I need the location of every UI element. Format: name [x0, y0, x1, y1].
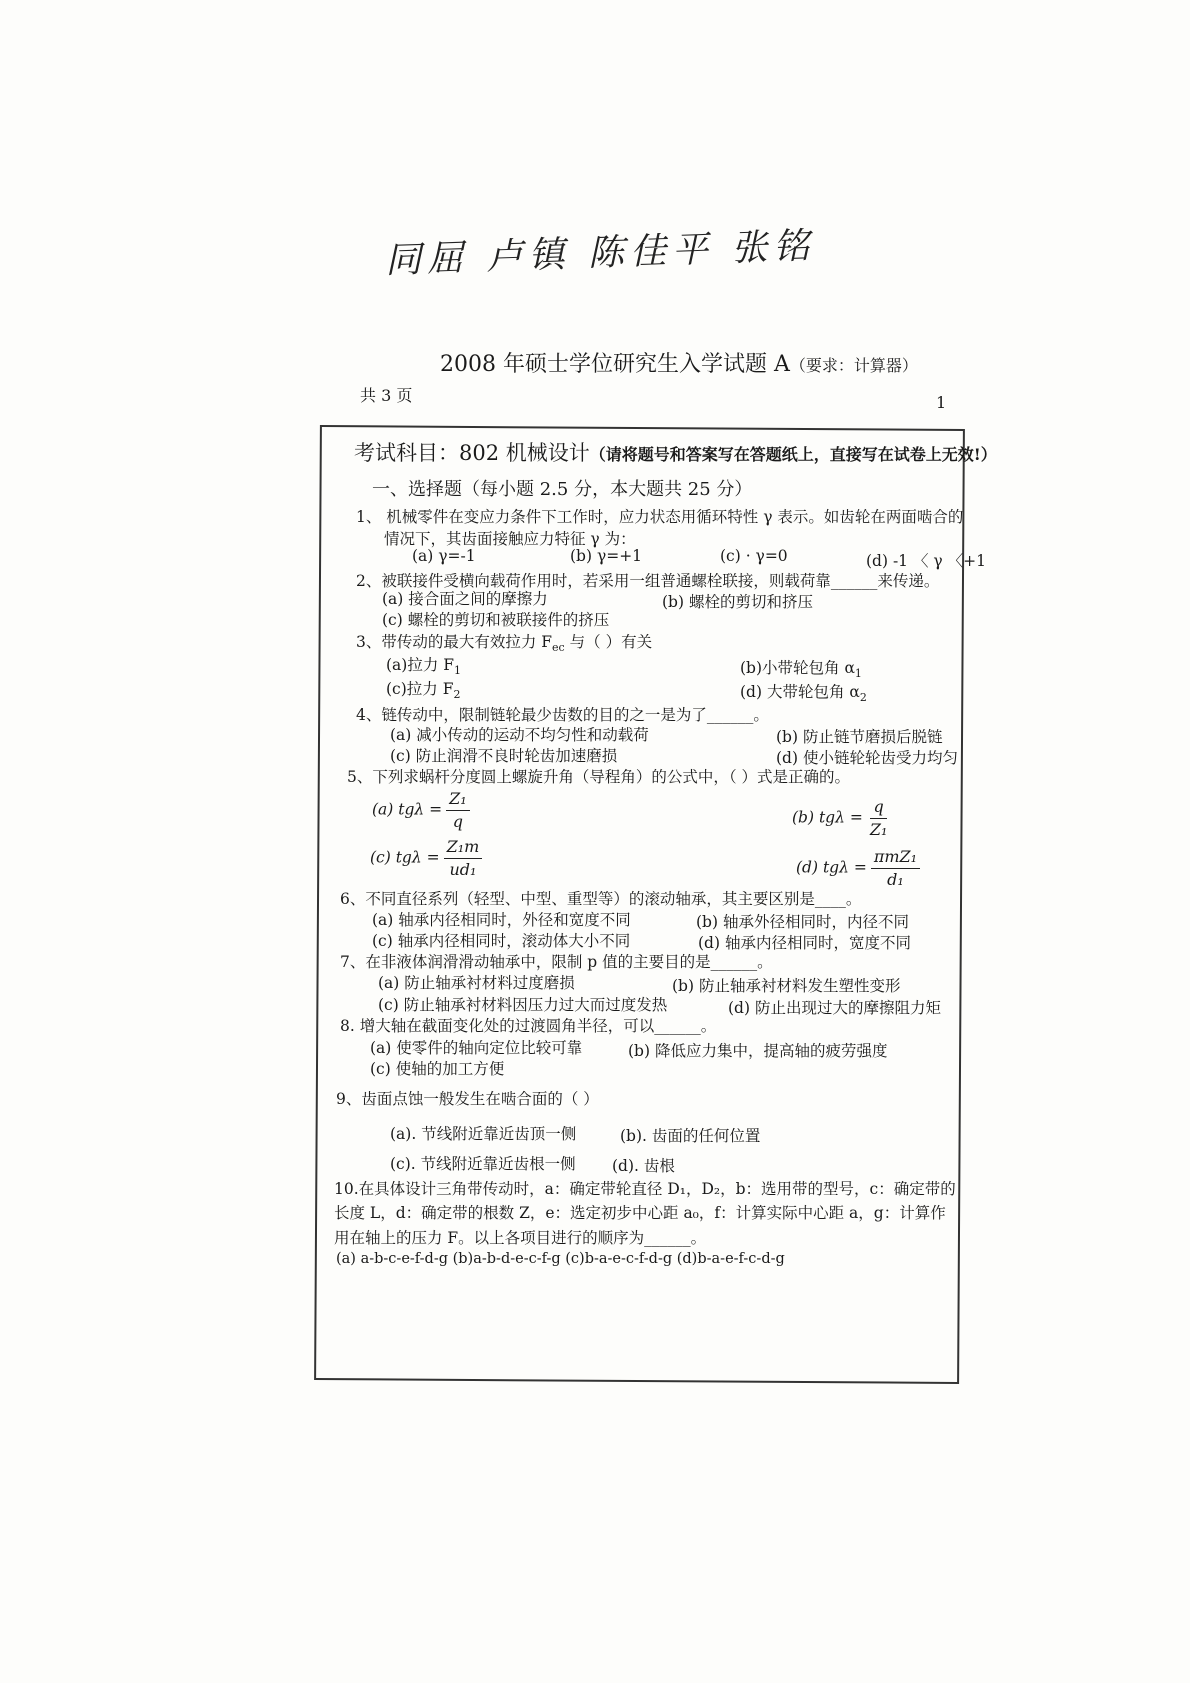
q6-stem: 6、不同直径系列（轻型、中型、重型等）的滚动轴承，其主要区别是____。	[340, 890, 862, 908]
q2-option-b: (b) 螺栓的剪切和挤压	[662, 593, 813, 611]
q10-options: (a) a-b-c-e-f-d-g (b)a-b-d-e-c-f-g (c)b-a-e-c-f-d-g (d)b-a-e-f-c-d-g	[336, 1251, 785, 1267]
q7-option-a: (a) 防止轴承衬材料过度磨损	[378, 974, 575, 992]
q4-option-d: (d) 使小链轮轮齿受力均匀	[776, 749, 958, 767]
q3-option-d: (d) 大带轮包角 $\alpha_2$	[740, 683, 867, 705]
section-title: 一、选择题（每小题 2.5 分，本大题共 25 分）	[372, 479, 753, 500]
q3-option-a: (a)拉力 $F_1$	[386, 656, 462, 678]
q5-option-a: (a) tgλ = $\frac{\text{Z₁}}{q}$	[372, 788, 470, 833]
q8-option-b: (b) 降低应力集中，提高轴的疲劳强度	[628, 1042, 888, 1060]
q2-option-c: (c) 螺栓的剪切和被联接件的挤压	[382, 611, 610, 629]
q1-line1: 1、 机械零件在变应力条件下工作时，应力状态用循环特性 γ 表示。如齿轮在两面啮合的	[356, 508, 964, 526]
q3-option-b: (b)小带轮包角 $\alpha_1$	[740, 659, 862, 681]
q8-option-c: (c) 使轴的加工方便	[370, 1060, 505, 1078]
q9-stem: 9、齿面点蚀一般发生在啮合面的（ ）	[336, 1090, 599, 1108]
q9-option-b: (b). 齿面的任何位置	[620, 1127, 761, 1145]
q6-option-a: (a) 轴承内径相同时，外径和宽度不同	[372, 911, 631, 929]
q5-stem: 5、下列求蜗杆分度圆上螺旋升角（导程角）的公式中，（ ）式是正确的。	[347, 768, 851, 786]
handwritten-signature: 同屈 卢镇 陈佳平 张铭	[384, 225, 817, 282]
q8-stem: 8. 增大轴在截面变化处的过渡圆角半径，可以______。	[340, 1017, 717, 1035]
q6-option-b: (b) 轴承外径相同时，内径不同	[696, 913, 909, 931]
q7-option-c: (c) 防止轴承衬材料因压力过大而过度发热	[378, 996, 668, 1014]
q1-line2: 情况下，其齿面接触应力特征 γ 为：	[384, 530, 636, 548]
exam-title: 2008 年硕士学位研究生入学试题 A（要求：计算器）	[440, 352, 918, 377]
q3-option-c: (c)拉力 $F_2$	[386, 680, 461, 702]
q10-line3: 用在轴上的压力 F。以上各项目进行的顺序为______。	[334, 1229, 707, 1247]
exam-subject: 考试科目：802 机械设计（请将题号和答案写在答题纸上，直接写在试卷上无效!）	[354, 441, 997, 465]
q3-stem: 3、带传动的最大有效拉力 $F_{ec}$ 与（ ）有关	[356, 633, 653, 655]
q4-option-b: (b) 防止链节磨损后脱链	[776, 728, 943, 746]
q5-option-c: (c) tgλ = $\frac{\text{Z₁m}}{\text{ud₁}}$	[370, 836, 482, 881]
q9-option-d: (d). 齿根	[612, 1157, 675, 1175]
q4-option-a: (a) 减小传动的运动不均匀性和动载荷	[390, 726, 649, 744]
q7-stem: 7、在非液体润滑滑动轴承中，限制 p 值的主要目的是______。	[340, 953, 773, 971]
q8-option-a: (a) 使零件的轴向定位比较可靠	[370, 1039, 583, 1057]
q10-line1: 10.在具体设计三角带传动时，a：确定带轮直径 D₁，D₂，b：选用带的型号，c：确定带的	[334, 1180, 956, 1198]
q7-option-d: (d) 防止出现过大的摩擦阻力矩	[728, 999, 941, 1017]
q9-option-c: (c). 节线附近靠近齿根一侧	[390, 1155, 576, 1173]
q1-option-a: (a) γ=-1	[412, 547, 476, 565]
total-pages: 共 3 页	[360, 386, 413, 405]
q1-option-d: (d) -1 〈 γ 〈+1	[866, 552, 986, 570]
q7-option-b: (b) 防止轴承衬材料发生塑性变形	[672, 977, 901, 995]
q6-option-c: (c) 轴承内径相同时，滚动体大小不同	[372, 932, 631, 950]
q2-option-a: (a) 接合面之间的摩擦力	[382, 590, 548, 608]
q4-stem: 4、链传动中，限制链轮最少齿数的目的之一是为了______。	[356, 706, 769, 724]
title-note: （要求：计算器）	[789, 356, 918, 375]
page-number: 1	[936, 393, 947, 412]
q6-option-d: (d) 轴承内径相同时，宽度不同	[698, 934, 911, 952]
q1-option-c: (c) · γ=0	[720, 547, 788, 565]
q5-option-d: (d) tgλ = $\frac{\text{πmZ₁}}{\text{d₁}}$	[796, 846, 920, 891]
q10-line2: 长度 L，d：确定带的根数 Z，e：选定初步中心距 a₀，f：计算实际中心距 a，g：计算作	[334, 1204, 946, 1222]
q5-option-b: (b) tgλ = $\frac{q}{\text{Z₁}}$	[792, 797, 888, 839]
q4-option-c: (c) 防止润滑不良时轮齿加速磨损	[390, 747, 618, 765]
q1-option-b: (b) γ=+1	[570, 547, 643, 565]
subject-note: （请将题号和答案写在答题纸上，直接写在试卷上无效!）	[589, 445, 997, 464]
q2-stem: 2、被联接件受横向载荷作用时，若采用一组普通螺栓联接，则载荷靠______来传递。	[356, 572, 940, 590]
q9-option-a: (a). 节线附近靠近齿顶一侧	[390, 1125, 577, 1143]
